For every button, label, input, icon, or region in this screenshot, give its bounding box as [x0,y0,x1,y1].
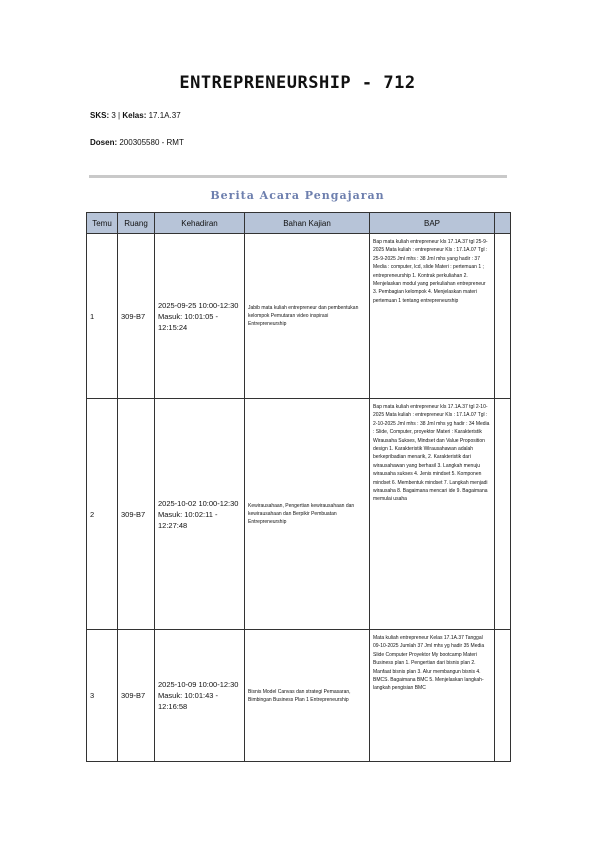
dosen-label: Dosen: [90,138,118,147]
sks-value: 3 [111,111,116,120]
table-header-row [87,213,511,234]
cell-kehadiran [155,234,245,399]
kehadiran-masuk: Masuk: 10:02:11 - 12:27:48 [158,509,218,530]
header-extra [495,213,511,234]
kehadiran-jadwal: 2025-09-25 10:00-12:30 [158,300,239,310]
separator: | [118,111,121,120]
cell-extra [495,630,511,762]
section-title: Berita Acara Pengajaran [210,189,385,202]
header-ruang: Ruang [118,213,155,234]
cell-temu: 3 [87,630,118,762]
lecturer-info [90,138,184,147]
bap-table [86,212,511,762]
cell-bap: Bap mata kuliah entrepreneur kls 17.1A.37 tgl 25-9-2025 Mata kuliah : entrepreneur Kls : 17.1A.07 Tgl : 25-9-2025 Jml mhs : 38 Jml mhs yang hadir : 37 Media : computer, lcd, slide Materi : pertemuan 1 ; entrepreneurship 1. Kontrak perkuliahan 2. Menjelaskan modul yang perkuliahan entrepreneur 3. Pembagian kelompok 4. Menjelaskan materi pertemuan 1 tentang entrepreneurship [370,234,495,399]
header-temu: Temu [87,213,118,234]
cell-kehadiran [155,630,245,762]
kelas-value: 17.1A.37 [148,111,181,120]
cell-extra [495,399,511,630]
header-kehadiran: Kehadiran [155,213,245,234]
kehadiran-jadwal: 2025-10-02 10:00-12:30 [158,498,239,508]
table-row [87,399,511,630]
cell-temu: 2 [87,399,118,630]
cell-ruang: 309-B7 [118,630,155,762]
table-row [87,234,511,399]
cell-temu: 1 [87,234,118,399]
cell-ruang: 309-B7 [118,399,155,630]
cell-bahan-kajian: Kewirausahaan, Pengertian kewirausahaan dan kewirausahaan dan Berpikir Pembuatan Entrepreneurship [245,399,370,630]
cell-ruang: 309-B7 [118,234,155,399]
cell-kehadiran [155,399,245,630]
sks-label: SKS: [90,111,110,120]
header-bahan-kajian: Bahan Kajian [245,213,370,234]
cell-bahan-kajian: Bisnis Model Canvas dan strategi Pemasaran, Bimbingan Business Plan 1 Entrepreneurship [245,630,370,762]
kelas-label: Kelas: [122,111,147,120]
dosen-value: 200305580 - RMT [119,138,184,147]
course-info [90,111,181,120]
table-row [87,630,511,762]
cell-bahan-kajian: Jabib mata kuliah entrepreneur dan pembentukan kelompok Pemutaran video inspirasi Entrepreneurship [245,234,370,399]
cell-extra [495,234,511,399]
kehadiran-masuk: Masuk: 10:01:05 - 12:15:24 [158,311,219,332]
page-title: ENTREPRENEURSHIP - 712 [179,73,416,93]
cell-bap: Bap mata kuliah entrepreneur kls 17.1A.37 tgl 2-10-2025 Mata kuliah : entrepreneur Kls : 17.1A.07 Tgl : 2-10-2025 Jml mhs : 38 Jml mhs yg hadir : 34 Media : Slide, Computer, proyektor Materi : Karakteristik Wirausaha Sukses, Mindset dan Value Proposition design 1. Karakteristik Wirausahawan adalah berkepribadian menarik, 2. Karakteristik dari wirausahawan yang berhasil 3. Langkah menuju wirausaha sukses 4. Jenis mindset 5. Komponen mindset 6. Membentuk mindset 7. Langkah menjadi wirausaha 8. Bagaimana mencari ide 9. Bagaimana memulai usaha [370,399,495,630]
kehadiran-masuk: Masuk: 10:01:43 - 12:16:58 [158,691,219,711]
header-bap: BAP [370,213,495,234]
cell-bap: Mata kuliah entrepreneur Kelas 17.1A.37 Tanggal 09-10-2025 Jumlah 37 Jml mhs yg hadir 35 Media Slide Computer Proyektor My bootcamp Materi Business plan 1. Pengertian dari bisnis plan 2. Manfaat bisnis plan 3. Alur membangun bisnis 4. BMCS. Bagaimana BMC 5. Menjelaskan langkah-langkah pengisian BMC [370,630,495,762]
section-divider [89,175,507,178]
kehadiran-jadwal: 2025-10-09 10:00-12:30 [158,680,239,689]
